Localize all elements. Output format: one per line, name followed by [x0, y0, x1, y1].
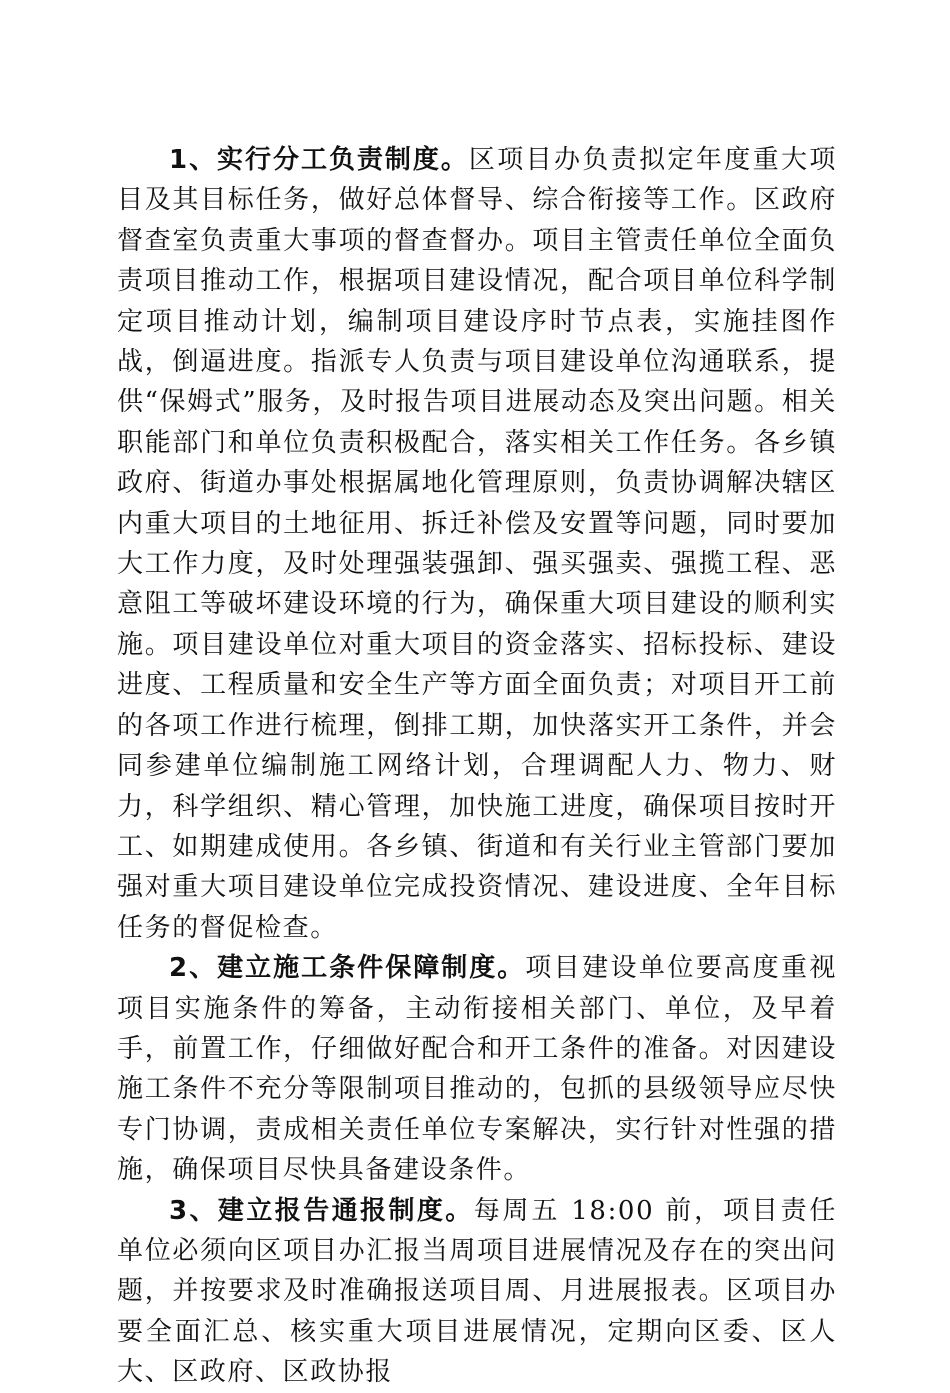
paragraph-heading: 2、建立施工条件保障制度。 — [169, 953, 526, 984]
paragraph-heading: 3、建立报告通报制度。 — [169, 1195, 474, 1226]
paragraph-text: 每周五 18:00 前，项目责任单位必须向区项目办汇报当周项目进展情况及存在的突出问题，并按要求及时准确报送项目周、月进展报表。区项目办要全面汇总、核实重大项目进展情况，定期向区委、区人大、区政府、区政协报 — [117, 1195, 838, 1388]
paragraph-reporting-system — [117, 1191, 837, 1393]
paragraph-division-of-responsibility — [117, 140, 837, 948]
paragraph-text: 项目建设单位要高度重视项目实施条件的筹备，主动衔接相关部门、单位，及早着手，前置工作，仔细做好配合和开工条件的准备。对因建设施工条件不充分等限制项目推动的，包抓的县级领导应尽快专门协调，责成相关责任单位专案解决，实行针对性强的措施，确保项目尽快具备建设条件。 — [117, 953, 837, 1186]
paragraph-construction-conditions — [117, 948, 837, 1190]
document-body — [117, 140, 837, 1393]
paragraph-heading: 1、实行分工负责制度。 — [169, 145, 469, 175]
paragraph-text: 区项目办负责拟定年度重大项目及其目标任务，做好总体督导、综合衔接等工作。区政府督查室负责重大事项的督查督办。项目主管责任单位全面负责项目推动工作，根据项目建设情况，配合项目单位科学制定项目推动计划，编制项目建设序时节点表，实施挂图作战，倒逼进度。指派专人负责与项目建设单位沟通联系，提供“保姆式”服务，及时报告项目进展动态及突出问题。相关职能部门和单位负责积极配合，落实相关工作任务。各乡镇政府、街道办事处根据属地化管理原则，负责协调解决辖区内重大项目的土地征用、拆迁补偿及安置等问题，同时要加大工作力度，及时处理强装强卸、强买强卖、强揽工程、恶意阻工等破坏建设环境的行为，确保重大项目建设的顺利实施。项目建设单位对重大项目的资金落实、招标投标、建设进度、工程质量和安全生产等方面全面负责；对项目开工前的各项工作进行梳理，倒排工期，加快落实开工条件，并会同参建单位编制施工网络计划，合理调配人力、物力、财力，科学组织、精心管理，加快施工进度，确保项目按时开工、如期建成使用。各乡镇、街道和有关行业主管部门要加强对重大项目建设单位完成投资情况、建设进度、全年目标任务的督促检查。 — [117, 145, 837, 943]
